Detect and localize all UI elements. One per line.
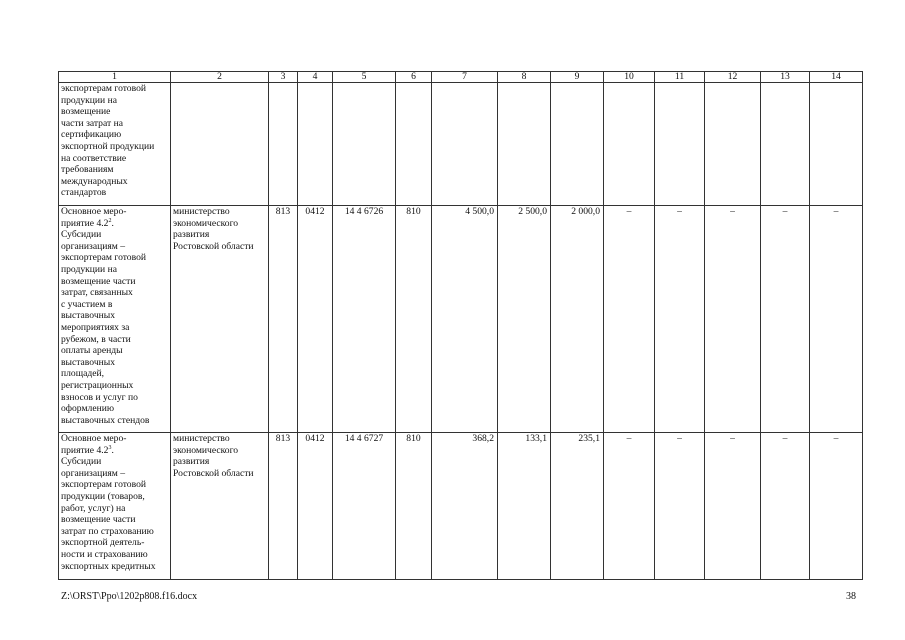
column-header: 1 xyxy=(59,72,171,83)
rzpr-cell: 0412 xyxy=(298,433,333,580)
executor-cell: министерство экономического развития Ростовской области xyxy=(171,206,269,433)
column-header: 9 xyxy=(551,72,604,83)
rzpr-cell xyxy=(298,83,333,206)
column-header: 3 xyxy=(269,72,298,83)
measure-title: Основное меро- приятие 4.2 xyxy=(61,206,127,229)
column-header: 8 xyxy=(498,72,551,83)
grbs-cell: 813 xyxy=(269,433,298,580)
year-cell: – xyxy=(655,433,705,580)
column-header: 10 xyxy=(604,72,655,83)
csr-cell: 14 4 6726 xyxy=(333,206,396,433)
column-header: 12 xyxy=(705,72,761,83)
footnote-mark: 3 xyxy=(108,444,112,451)
year-cell xyxy=(705,83,761,206)
vr-cell: 810 xyxy=(396,433,432,580)
rzpr-cell: 0412 xyxy=(298,206,333,433)
file-path: Z:\ORST\Ppo\1202p808.f16.docx xyxy=(61,591,198,602)
year-cell xyxy=(810,83,863,206)
year-cell: 235,1 xyxy=(551,433,604,580)
column-header: 11 xyxy=(655,72,705,83)
csr-cell: 14 4 6727 xyxy=(333,433,396,580)
column-header: 4 xyxy=(298,72,333,83)
measure-name-cell xyxy=(59,433,171,580)
year-cell: 133,1 xyxy=(498,433,551,580)
measure-description: . Субсидии организациям – экспортерам готовой продукции на возмещение части затрат, связанных с участием в выставочных мероприятиях за рубежом, в части оплаты аренды выставочных площадей, регистрационных взносов и услуг по оформлению выставочных стендов xyxy=(61,217,150,426)
measure-description: . Субсидии организациям – экспортерам готовой продукции (товаров, работ, услуг) на возмещение части затрат по страхованию экспортной деятель- ности и страхованию экспортных кредитных xyxy=(61,444,156,572)
executor-cell: министерство экономического развития Ростовской области xyxy=(171,433,269,580)
year-cell xyxy=(551,83,604,206)
year-cell: 2 000,0 xyxy=(551,206,604,433)
year-cell: – xyxy=(604,206,655,433)
page-number: 38 xyxy=(846,591,856,602)
table-header-row xyxy=(59,72,863,83)
year-cell xyxy=(498,83,551,206)
vr-cell xyxy=(396,83,432,206)
grbs-cell xyxy=(269,83,298,206)
year-cell xyxy=(604,83,655,206)
column-header: 6 xyxy=(396,72,432,83)
column-header: 13 xyxy=(761,72,810,83)
year-cell xyxy=(655,83,705,206)
year-cell: – xyxy=(761,433,810,580)
column-header: 5 xyxy=(333,72,396,83)
csr-cell xyxy=(333,83,396,206)
measure-name-cell: экспортерам готовой продукции на возмещение части затрат на сертификацию экспортной продукции на соответствие требованиям международных стандартов xyxy=(59,83,171,206)
executor-cell xyxy=(171,83,269,206)
year-cell: 2 500,0 xyxy=(498,206,551,433)
table-row xyxy=(59,206,863,433)
year-cell xyxy=(761,83,810,206)
grbs-cell: 813 xyxy=(269,206,298,433)
table-row xyxy=(59,83,863,206)
total-cell xyxy=(432,83,498,206)
budget-table xyxy=(58,71,863,580)
measure-name-cell xyxy=(59,206,171,433)
column-header: 7 xyxy=(432,72,498,83)
year-cell: – xyxy=(604,433,655,580)
vr-cell: 810 xyxy=(396,206,432,433)
year-cell: – xyxy=(705,433,761,580)
year-cell: – xyxy=(655,206,705,433)
table-row xyxy=(59,433,863,580)
year-cell: – xyxy=(810,206,863,433)
total-cell: 4 500,0 xyxy=(432,206,498,433)
column-header: 2 xyxy=(171,72,269,83)
year-cell: – xyxy=(761,206,810,433)
footnote-mark: 2 xyxy=(108,217,112,224)
column-header: 14 xyxy=(810,72,863,83)
year-cell: – xyxy=(810,433,863,580)
measure-title: Основное меро- приятие 4.2 xyxy=(61,433,127,456)
total-cell: 368,2 xyxy=(432,433,498,580)
year-cell: – xyxy=(705,206,761,433)
